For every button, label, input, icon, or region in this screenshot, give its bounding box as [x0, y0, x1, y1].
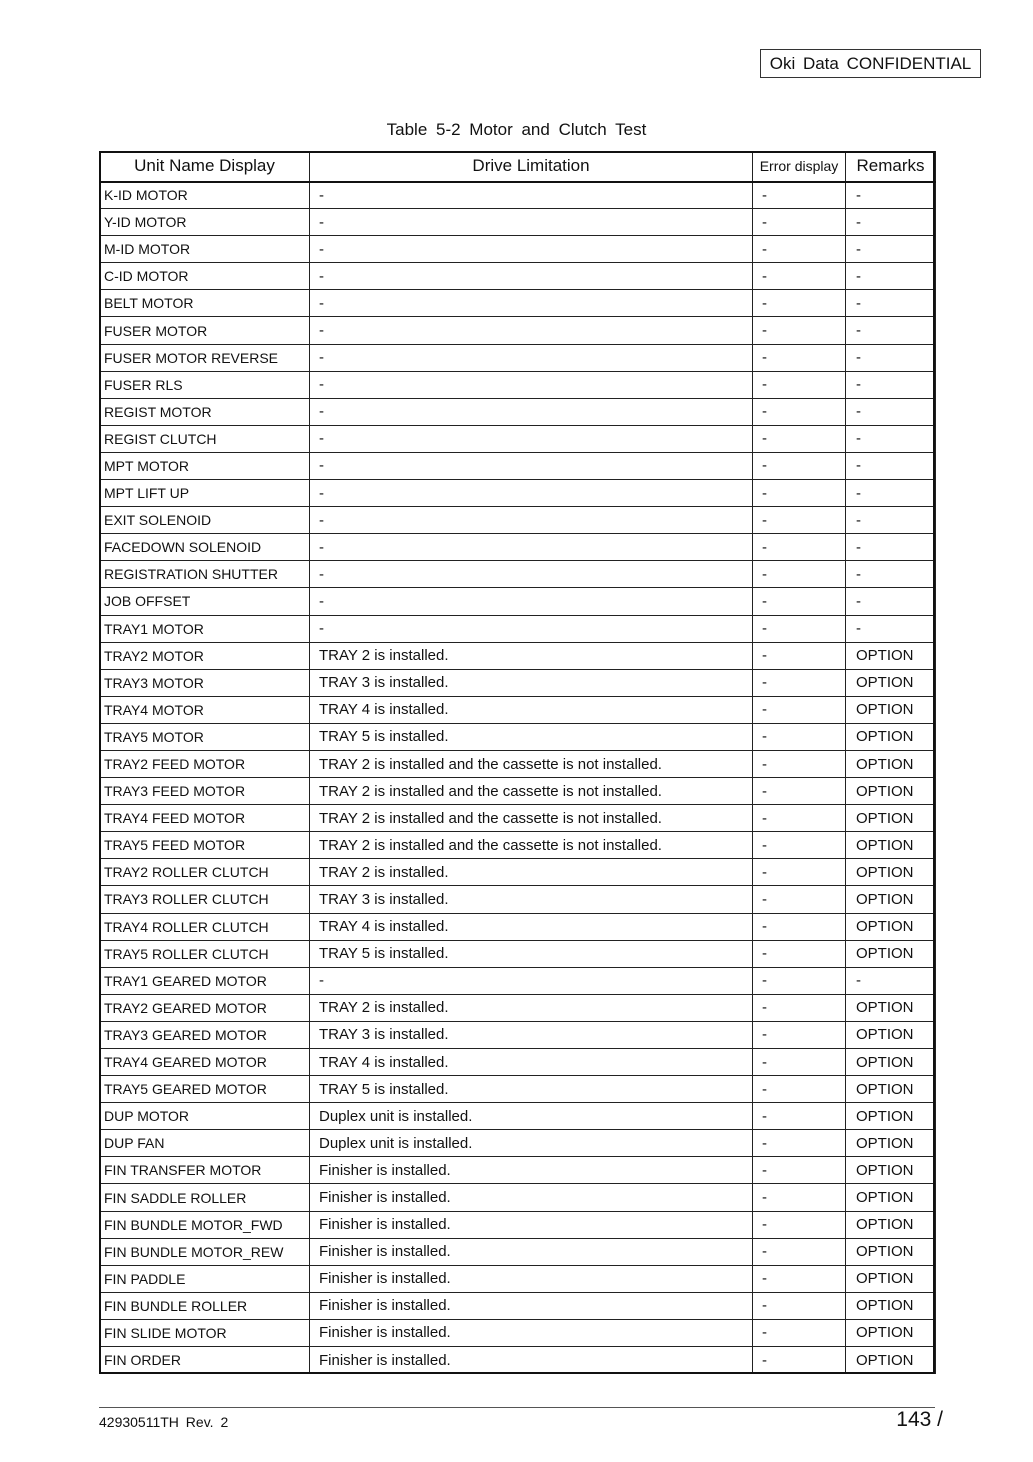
cell-remarks: - [846, 507, 936, 534]
cell-unit-name: FIN BUNDLE MOTOR_REW [100, 1238, 310, 1265]
cell-remarks: OPTION [846, 832, 936, 859]
table-row [100, 1211, 936, 1238]
table-row [100, 940, 936, 967]
cell-error-display: - [753, 642, 846, 669]
table-row [100, 1130, 936, 1157]
cell-unit-name: TRAY4 GEARED MOTOR [100, 1049, 310, 1076]
cell-remarks: OPTION [846, 805, 936, 832]
cell-remarks: OPTION [846, 859, 936, 886]
table-row [100, 832, 936, 859]
cell-drive-limitation: Duplex unit is installed. [310, 1130, 753, 1157]
cell-unit-name: TRAY1 MOTOR [100, 615, 310, 642]
cell-remarks: - [846, 263, 936, 290]
cell-unit-name: TRAY3 ROLLER CLUTCH [100, 886, 310, 913]
cell-remarks: OPTION [846, 723, 936, 750]
cell-error-display: - [753, 778, 846, 805]
table-row [100, 1103, 936, 1130]
cell-remarks: OPTION [846, 1319, 936, 1346]
cell-error-display: - [753, 913, 846, 940]
table-row [100, 886, 936, 913]
table-row [100, 778, 936, 805]
cell-error-display: - [753, 940, 846, 967]
table-row [100, 534, 936, 561]
cell-remarks: - [846, 236, 936, 263]
cell-error-display: - [753, 1184, 846, 1211]
cell-unit-name: MPT LIFT UP [100, 480, 310, 507]
cell-unit-name: FUSER RLS [100, 371, 310, 398]
cell-drive-limitation: - [310, 236, 753, 263]
cell-remarks: - [846, 615, 936, 642]
cell-drive-limitation: TRAY 3 is installed. [310, 669, 753, 696]
cell-error-display: - [753, 182, 846, 209]
table-row [100, 182, 936, 209]
cell-remarks: - [846, 452, 936, 479]
cell-unit-name: FUSER MOTOR REVERSE [100, 344, 310, 371]
cell-remarks: - [846, 588, 936, 615]
cell-unit-name: MPT MOTOR [100, 452, 310, 479]
column-header-drive-limitation: Drive Limitation [310, 152, 753, 182]
cell-drive-limitation: Finisher is installed. [310, 1157, 753, 1184]
table-row [100, 480, 936, 507]
cell-remarks: - [846, 534, 936, 561]
cell-remarks: OPTION [846, 696, 936, 723]
cell-unit-name: DUP FAN [100, 1130, 310, 1157]
cell-drive-limitation: TRAY 2 is installed. [310, 642, 753, 669]
table-row [100, 398, 936, 425]
table-row [100, 588, 936, 615]
cell-drive-limitation: - [310, 398, 753, 425]
cell-error-display: - [753, 534, 846, 561]
cell-unit-name: BELT MOTOR [100, 290, 310, 317]
cell-unit-name: DUP MOTOR [100, 1103, 310, 1130]
cell-error-display: - [753, 696, 846, 723]
cell-remarks: OPTION [846, 1238, 936, 1265]
table-row [100, 696, 936, 723]
table-row [100, 669, 936, 696]
cell-drive-limitation: TRAY 3 is installed. [310, 886, 753, 913]
cell-drive-limitation: TRAY 4 is installed. [310, 1049, 753, 1076]
cell-error-display: - [753, 1238, 846, 1265]
table-row [100, 615, 936, 642]
cell-error-display: - [753, 398, 846, 425]
cell-unit-name: FIN SADDLE ROLLER [100, 1184, 310, 1211]
cell-remarks: OPTION [846, 1049, 936, 1076]
cell-drive-limitation: - [310, 263, 753, 290]
cell-error-display: - [753, 588, 846, 615]
cell-error-display: - [753, 832, 846, 859]
document-number: 42930511TH Rev. 2 [99, 1414, 229, 1430]
cell-remarks: OPTION [846, 1347, 936, 1374]
table-header-row [100, 152, 936, 182]
cell-unit-name: JOB OFFSET [100, 588, 310, 615]
cell-error-display: - [753, 371, 846, 398]
table-row [100, 913, 936, 940]
table-row [100, 859, 936, 886]
cell-unit-name: TRAY5 GEARED MOTOR [100, 1076, 310, 1103]
cell-unit-name: FIN SLIDE MOTOR [100, 1319, 310, 1346]
cell-remarks: OPTION [846, 1157, 936, 1184]
cell-unit-name: TRAY2 GEARED MOTOR [100, 994, 310, 1021]
cell-remarks: - [846, 182, 936, 209]
cell-error-display: - [753, 1021, 846, 1048]
cell-remarks: - [846, 967, 936, 994]
cell-remarks: OPTION [846, 1076, 936, 1103]
cell-drive-limitation: Finisher is installed. [310, 1319, 753, 1346]
cell-remarks: OPTION [846, 669, 936, 696]
cell-error-display: - [753, 263, 846, 290]
cell-remarks: - [846, 209, 936, 236]
cell-unit-name: TRAY5 ROLLER CLUTCH [100, 940, 310, 967]
cell-unit-name: TRAY4 ROLLER CLUTCH [100, 913, 310, 940]
table-title: Table 5-2 Motor and Clutch Test [386, 120, 647, 139]
cell-unit-name: M-ID MOTOR [100, 236, 310, 263]
cell-error-display: - [753, 1211, 846, 1238]
table-body [100, 182, 936, 1374]
cell-drive-limitation: TRAY 5 is installed. [310, 940, 753, 967]
cell-drive-limitation: TRAY 2 is installed and the cassette is not installed. [310, 750, 753, 777]
cell-error-display: - [753, 317, 846, 344]
table-row [100, 561, 936, 588]
cell-drive-limitation: - [310, 371, 753, 398]
cell-remarks: - [846, 425, 936, 452]
table-row [100, 425, 936, 452]
cell-error-display: - [753, 1130, 846, 1157]
cell-remarks: - [846, 561, 936, 588]
cell-drive-limitation: TRAY 4 is installed. [310, 913, 753, 940]
table-row [100, 1184, 936, 1211]
cell-error-display: - [753, 1265, 846, 1292]
cell-unit-name: REGIST MOTOR [100, 398, 310, 425]
cell-drive-limitation: - [310, 290, 753, 317]
cell-drive-limitation: - [310, 507, 753, 534]
cell-remarks: OPTION [846, 1292, 936, 1319]
table-row [100, 236, 936, 263]
cell-drive-limitation: - [310, 967, 753, 994]
cell-remarks: OPTION [846, 1103, 936, 1130]
cell-drive-limitation: - [310, 317, 753, 344]
cell-error-display: - [753, 750, 846, 777]
cell-remarks: - [846, 480, 936, 507]
column-header-error-display: Error display [753, 152, 846, 182]
cell-drive-limitation: Finisher is installed. [310, 1265, 753, 1292]
table-row [100, 994, 936, 1021]
cell-drive-limitation: TRAY 4 is installed. [310, 696, 753, 723]
table-row [100, 750, 936, 777]
table-row [100, 1265, 936, 1292]
cell-remarks: - [846, 290, 936, 317]
cell-drive-limitation: - [310, 561, 753, 588]
cell-error-display: - [753, 886, 846, 913]
cell-remarks: OPTION [846, 913, 936, 940]
footer-divider [99, 1407, 935, 1408]
cell-unit-name: FUSER MOTOR [100, 317, 310, 344]
cell-error-display: - [753, 967, 846, 994]
cell-drive-limitation: TRAY 3 is installed. [310, 1021, 753, 1048]
cell-unit-name: TRAY2 MOTOR [100, 642, 310, 669]
cell-error-display: - [753, 1049, 846, 1076]
cell-error-display: - [753, 723, 846, 750]
table-row [100, 452, 936, 479]
cell-unit-name: Y-ID MOTOR [100, 209, 310, 236]
cell-unit-name: TRAY3 MOTOR [100, 669, 310, 696]
cell-drive-limitation: - [310, 425, 753, 452]
cell-drive-limitation: - [310, 534, 753, 561]
cell-error-display: - [753, 209, 846, 236]
table-row [100, 1238, 936, 1265]
cell-remarks: - [846, 317, 936, 344]
cell-error-display: - [753, 1076, 846, 1103]
cell-unit-name: TRAY2 ROLLER CLUTCH [100, 859, 310, 886]
cell-drive-limitation: TRAY 2 is installed. [310, 859, 753, 886]
cell-remarks: OPTION [846, 1184, 936, 1211]
cell-remarks: OPTION [846, 1211, 936, 1238]
cell-error-display: - [753, 1157, 846, 1184]
cell-remarks: - [846, 398, 936, 425]
cell-drive-limitation: - [310, 209, 753, 236]
cell-drive-limitation: TRAY 2 is installed and the cassette is not installed. [310, 805, 753, 832]
cell-remarks: OPTION [846, 778, 936, 805]
table-row [100, 317, 936, 344]
cell-unit-name: TRAY5 MOTOR [100, 723, 310, 750]
cell-unit-name: FIN BUNDLE MOTOR_FWD [100, 1211, 310, 1238]
page-number: 143 / [896, 1408, 943, 1431]
cell-unit-name: TRAY3 GEARED MOTOR [100, 1021, 310, 1048]
cell-unit-name: EXIT SOLENOID [100, 507, 310, 534]
column-header-remarks: Remarks [846, 152, 936, 182]
cell-unit-name: C-ID MOTOR [100, 263, 310, 290]
table-row [100, 1347, 936, 1374]
cell-unit-name: TRAY2 FEED MOTOR [100, 750, 310, 777]
cell-drive-limitation: TRAY 2 is installed. [310, 994, 753, 1021]
cell-error-display: - [753, 805, 846, 832]
table-row [100, 507, 936, 534]
cell-remarks: OPTION [846, 886, 936, 913]
cell-remarks: OPTION [846, 994, 936, 1021]
cell-unit-name: REGIST CLUTCH [100, 425, 310, 452]
cell-drive-limitation: TRAY 2 is installed and the cassette is not installed. [310, 778, 753, 805]
column-header-unit-name: Unit Name Display [100, 152, 310, 182]
table-row [100, 371, 936, 398]
cell-unit-name: K-ID MOTOR [100, 182, 310, 209]
table-row [100, 1076, 936, 1103]
cell-drive-limitation: TRAY 5 is installed. [310, 723, 753, 750]
cell-error-display: - [753, 1292, 846, 1319]
table-row [100, 805, 936, 832]
confidential-label: Oki Data CONFIDENTIAL [760, 49, 981, 78]
table-row [100, 1157, 936, 1184]
cell-error-display: - [753, 615, 846, 642]
cell-remarks: OPTION [846, 940, 936, 967]
cell-drive-limitation: Duplex unit is installed. [310, 1103, 753, 1130]
cell-unit-name: FIN PADDLE [100, 1265, 310, 1292]
cell-drive-limitation: Finisher is installed. [310, 1238, 753, 1265]
cell-unit-name: FIN TRANSFER MOTOR [100, 1157, 310, 1184]
table-row [100, 1049, 936, 1076]
cell-error-display: - [753, 859, 846, 886]
cell-remarks: - [846, 371, 936, 398]
table-row [100, 967, 936, 994]
cell-unit-name: TRAY5 FEED MOTOR [100, 832, 310, 859]
cell-remarks: OPTION [846, 750, 936, 777]
cell-error-display: - [753, 452, 846, 479]
cell-unit-name: FIN ORDER [100, 1347, 310, 1374]
cell-error-display: - [753, 994, 846, 1021]
cell-unit-name: FACEDOWN SOLENOID [100, 534, 310, 561]
cell-error-display: - [753, 425, 846, 452]
cell-error-display: - [753, 561, 846, 588]
cell-error-display: - [753, 1347, 846, 1374]
cell-drive-limitation: - [310, 452, 753, 479]
cell-drive-limitation: Finisher is installed. [310, 1347, 753, 1374]
cell-error-display: - [753, 236, 846, 263]
cell-error-display: - [753, 290, 846, 317]
cell-unit-name: FIN BUNDLE ROLLER [100, 1292, 310, 1319]
table-row [100, 1292, 936, 1319]
table-row [100, 642, 936, 669]
cell-error-display: - [753, 1319, 846, 1346]
cell-drive-limitation: - [310, 480, 753, 507]
cell-remarks: OPTION [846, 1130, 936, 1157]
cell-remarks: - [846, 344, 936, 371]
cell-drive-limitation: TRAY 2 is installed and the cassette is not installed. [310, 832, 753, 859]
table-row [100, 723, 936, 750]
cell-drive-limitation: Finisher is installed. [310, 1292, 753, 1319]
cell-unit-name: REGISTRATION SHUTTER [100, 561, 310, 588]
cell-drive-limitation: - [310, 615, 753, 642]
table-row [100, 1021, 936, 1048]
cell-drive-limitation: Finisher is installed. [310, 1211, 753, 1238]
cell-drive-limitation: Finisher is installed. [310, 1184, 753, 1211]
cell-remarks: OPTION [846, 1021, 936, 1048]
table-row [100, 290, 936, 317]
cell-unit-name: TRAY1 GEARED MOTOR [100, 967, 310, 994]
table-row [100, 209, 936, 236]
cell-drive-limitation: - [310, 588, 753, 615]
cell-drive-limitation: - [310, 182, 753, 209]
cell-drive-limitation: TRAY 5 is installed. [310, 1076, 753, 1103]
cell-error-display: - [753, 480, 846, 507]
cell-error-display: - [753, 1103, 846, 1130]
cell-error-display: - [753, 507, 846, 534]
cell-error-display: - [753, 344, 846, 371]
cell-unit-name: TRAY4 MOTOR [100, 696, 310, 723]
table-row [100, 344, 936, 371]
cell-remarks: OPTION [846, 642, 936, 669]
cell-error-display: - [753, 669, 846, 696]
cell-drive-limitation: - [310, 344, 753, 371]
table-row [100, 263, 936, 290]
motor-clutch-test-table [99, 151, 936, 1374]
cell-unit-name: TRAY4 FEED MOTOR [100, 805, 310, 832]
cell-unit-name: TRAY3 FEED MOTOR [100, 778, 310, 805]
table-row [100, 1319, 936, 1346]
cell-remarks: OPTION [846, 1265, 936, 1292]
